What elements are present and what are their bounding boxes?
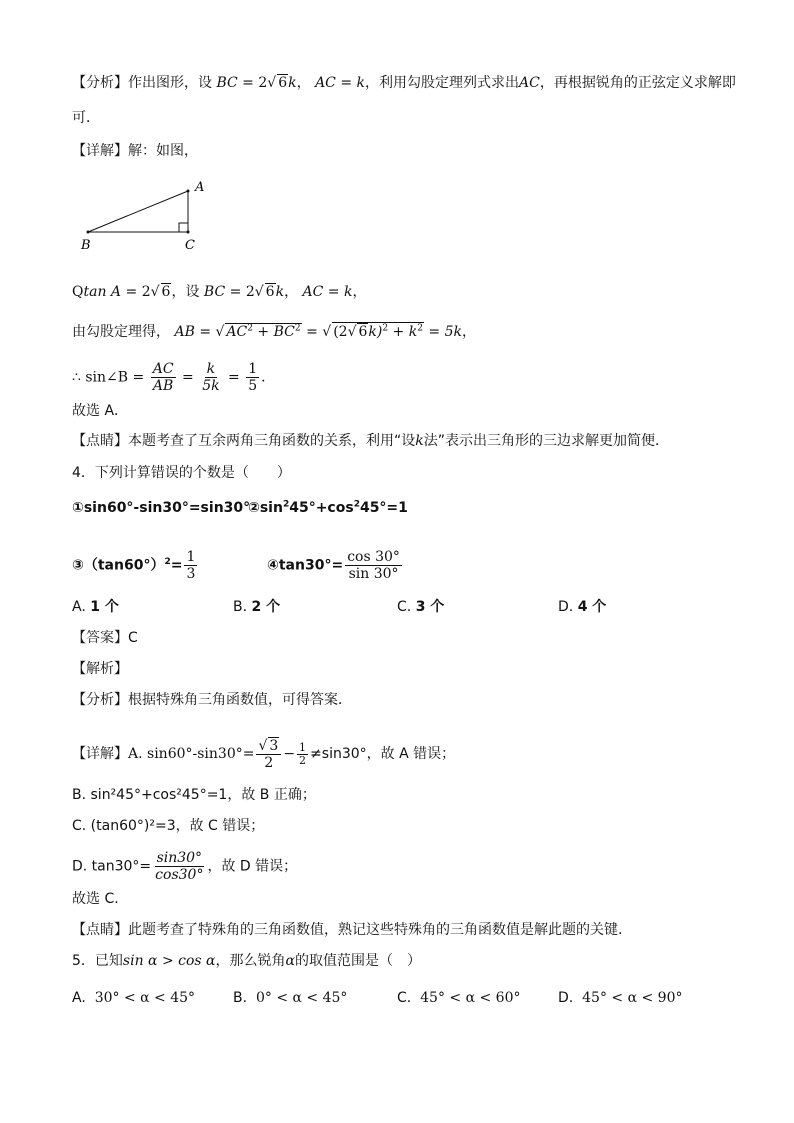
eq-sign: =	[242, 75, 254, 91]
comma: ，	[352, 284, 367, 300]
var-k: k)	[368, 324, 383, 340]
sqrt-6: 6	[161, 284, 171, 300]
label-b: B	[81, 238, 91, 253]
analysis-text: 根据特殊角三角函数值，可得答案．	[128, 692, 352, 708]
label-a: A	[195, 180, 205, 195]
q4-option-c[interactable]: C. 3 个	[397, 599, 445, 615]
coef: 2	[258, 75, 268, 91]
q4-item-4: ④tan30°= $\frac{\cos 30^\circ}{\sin 30^\circ}$	[267, 549, 400, 582]
fraction-sqrt3-2: $\frac{√ 3}{2}$	[256, 737, 281, 771]
analysis-tag: 【分析】	[72, 75, 128, 91]
eq-sign: =	[132, 369, 145, 386]
eq-sign: =	[199, 324, 212, 340]
fraction-1-2: $\frac{1}{2}$	[299, 740, 307, 767]
var-k: k	[356, 75, 366, 91]
label-c: C	[185, 238, 195, 253]
var-bc: BC	[273, 324, 295, 340]
var-bc: BC	[216, 75, 238, 91]
answer-tag: 【答案】	[72, 630, 128, 646]
comment-line-1	[72, 431, 669, 451]
comment-text: 本题考查了互余两角三角函数的关系，利用“设	[128, 433, 416, 449]
fraction-sin-cos: $\frac{\sin 30^\circ}{\cos 30^\circ}$	[155, 850, 204, 883]
q4-item-3: $③(\tan 60^\circ)^2=$ $\frac{1}{3}$	[72, 549, 196, 582]
q5-option-c[interactable]: C. 45° < α < 60°	[397, 990, 521, 1006]
detail-text: 解：如图，	[128, 143, 198, 159]
sin-line	[72, 361, 275, 394]
comment-tag: 【点睛】	[72, 433, 128, 449]
sqrt-6: 6	[265, 284, 275, 300]
q-symbol: Q	[72, 284, 84, 300]
var-ab: AB	[174, 324, 195, 340]
right-triangle-figure	[76, 178, 216, 256]
fraction-ac-ab: $\frac{AC}{AB}$	[152, 361, 174, 394]
pythagoras-line: 由勾股定理得， AB = √ $AC^2 + BC^2$ = √ (2√ $6k)^2 + k^2 = 5k$，	[72, 323, 476, 340]
q4-title: 4．下列计算错误的个数是（ ）	[72, 465, 291, 481]
eq-sign: =	[306, 324, 318, 340]
q4-option-b[interactable]: B. 2 个	[233, 599, 281, 615]
var-k: k	[343, 284, 353, 300]
therefore-symbol: ∴	[72, 369, 81, 386]
square: 2	[382, 323, 389, 334]
detail-line	[72, 141, 198, 161]
detail-tag: 【详解】	[72, 143, 128, 159]
plus: +	[388, 324, 409, 340]
jiexi-tag: 【解析】	[72, 661, 128, 677]
sqrt-6: 6	[358, 324, 368, 340]
detail-tag: 【详解】	[72, 746, 128, 762]
text: 由勾股定理得，	[72, 324, 170, 340]
var-ac: AC	[226, 324, 248, 340]
analysis-2	[72, 690, 352, 710]
answer-value: C	[128, 630, 138, 646]
eq-sign: =	[340, 75, 353, 91]
comment-line-2	[72, 920, 622, 940]
detail-2-a: 【详解】A. sin60°-sin30°= $\frac{√ 3}{2}$ − $\frac{1}{2}$ ≠sin30°，故 A 错误；	[72, 738, 456, 771]
var-ac: AC	[315, 75, 336, 91]
square: 2	[417, 323, 423, 334]
var-ac: AC	[519, 75, 540, 91]
coef: 2	[245, 284, 255, 300]
tan-a: tan A	[83, 284, 122, 300]
q4-item-1: ①sin60°-sin30°=sin30°	[72, 500, 251, 516]
var-k: k	[408, 324, 418, 340]
q5-option-b[interactable]: B. 0° < α < 45°	[233, 990, 348, 1006]
analysis-line-2: 可．	[72, 110, 100, 126]
var-bc: BC	[203, 284, 226, 300]
comment-text: 法”表示出三角形的三边求解更加简便．	[423, 433, 670, 449]
q4-item-2: $②\sin^245^\circ+\cos^245^\circ=1$	[248, 499, 408, 516]
q5-title: 5．已知sin α > cos α，那么锐角α的取值范围是（ ）	[72, 953, 421, 969]
analysis-text: ，利用勾股定理列式求出	[365, 75, 520, 91]
analysis-text: 作出图形，设	[128, 75, 212, 91]
period: ．	[261, 369, 276, 386]
sqrt-6: 6	[278, 75, 288, 91]
q5-condition: sin α > cos α	[122, 953, 216, 969]
sin-b: sin∠B	[85, 369, 129, 386]
detail-2-c: C. (tan60°)²=3，故 C 错误；	[72, 818, 265, 834]
eq-sign: =	[125, 284, 138, 300]
q5-option-a[interactable]: A. 30° < α < 45°	[72, 990, 196, 1006]
comma: ，	[284, 284, 299, 300]
detail-2-b: B. sin²45°+cos²45°=1，故 B 正确；	[72, 787, 316, 803]
result: = 5k	[428, 324, 462, 340]
var-ac: AC	[302, 284, 324, 300]
fraction-1-5: $\frac{1}{5}$	[248, 361, 258, 394]
answer-line	[72, 628, 138, 648]
detail-2-d: D. tan30°= $\frac{\sin 30^\circ}{\cos 30^\circ}$ ，故 D 错误；	[72, 850, 298, 883]
coef: 2	[141, 284, 151, 300]
var-k: k	[288, 75, 297, 91]
analysis-text: ，再根据锐角的正弦定义求解即	[539, 75, 736, 91]
q4-option-d[interactable]: D. 4 个	[558, 599, 607, 615]
q4-option-a[interactable]: A. 1 个	[72, 599, 119, 615]
analysis-line-1: 【分析】作出图形，设 BC = 2√ 6k， AC = k，利用勾股定理列式求出AC，再根据锐角的正弦定义求解即	[72, 75, 736, 91]
var-k: k	[415, 433, 424, 449]
square: 2	[247, 323, 253, 334]
var-alpha: α	[285, 953, 295, 969]
side-ba	[88, 191, 188, 232]
comma: ，	[461, 324, 476, 340]
q5-option-d[interactable]: D. 45° < α < 90°	[558, 990, 683, 1006]
eq-sign: =	[229, 284, 242, 300]
right-angle-mark	[179, 223, 188, 232]
square: 2	[294, 323, 301, 334]
plus: +	[252, 324, 274, 340]
eq-sign: =	[182, 369, 194, 386]
text: ，设	[171, 284, 200, 300]
fraction-k-5k: $\frac{k}{5k}$	[202, 361, 220, 394]
choose-a: 故选 A．	[72, 403, 129, 419]
coef: (2	[333, 324, 348, 340]
var-k: k	[275, 284, 285, 300]
eq-sign: =	[228, 369, 240, 386]
analysis-tag: 【分析】	[72, 692, 128, 708]
tan-line: Qtan A = 2√ 6，设 BC = 2√ 6k， AC = k，	[72, 284, 367, 300]
comment-text: 此题考查了特殊角的三角函数值，熟记这些特殊角的三角函数值是解此题的关键.	[128, 922, 623, 938]
comma: ，	[296, 75, 311, 91]
choose-c: 故选 C.	[72, 891, 119, 907]
comment-tag: 【点睛】	[72, 922, 128, 938]
eq-sign: =	[327, 284, 340, 300]
